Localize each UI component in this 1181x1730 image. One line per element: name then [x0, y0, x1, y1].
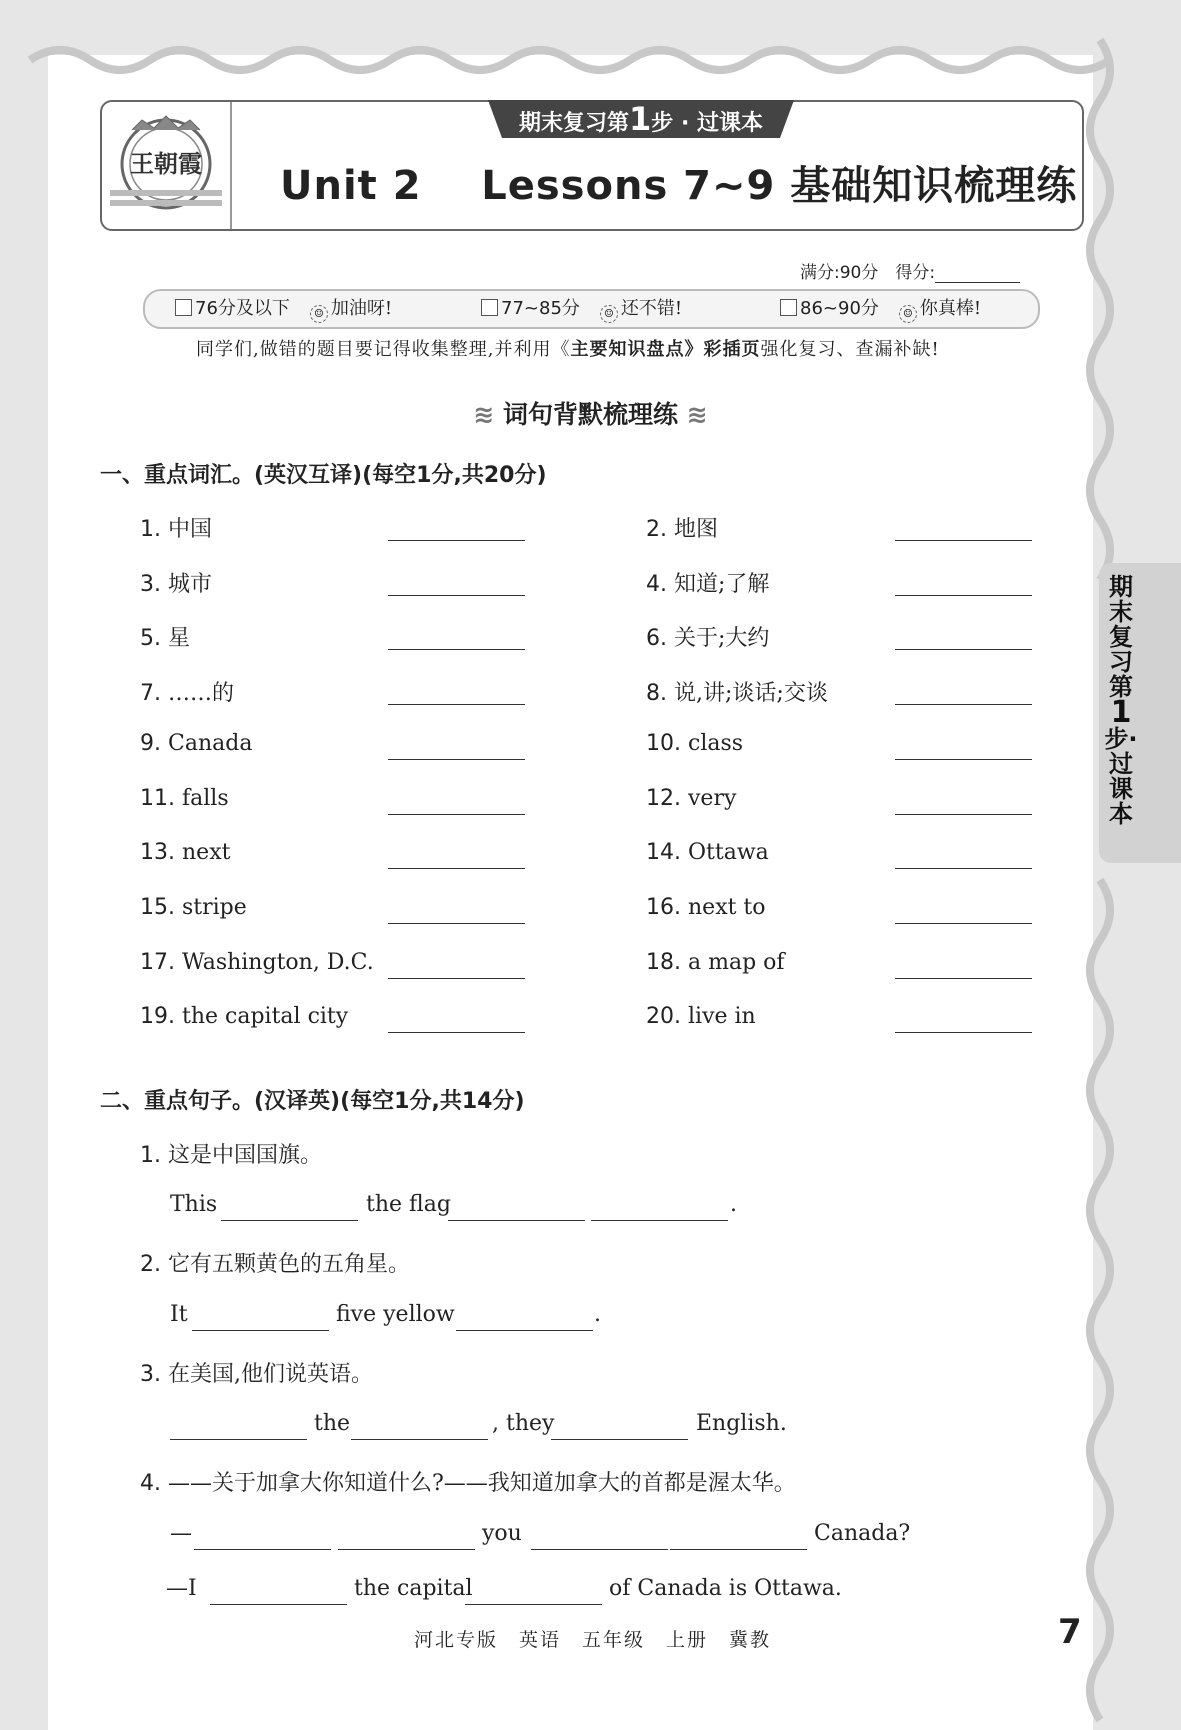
page-number: 7	[1058, 1612, 1082, 1652]
q3-word: , they	[492, 1411, 555, 1436]
answer-blank[interactable]	[895, 595, 1032, 596]
answer-blank[interactable]	[895, 704, 1032, 705]
answer-blank[interactable]	[194, 1523, 331, 1550]
question-1: 1. 这是中国国旗。	[140, 1143, 323, 1168]
vocab-item: 7. ……的	[140, 681, 235, 707]
vocab-item: 15. stripe	[140, 894, 247, 920]
q4-dash: —	[170, 1521, 192, 1546]
checkbox[interactable]	[481, 299, 498, 316]
section-title: ≋ 词句背默梳理练 ≋	[473, 400, 708, 429]
answer-blank[interactable]	[895, 649, 1032, 650]
vocab-item: 13. next	[140, 840, 231, 866]
question-4: 4. ——关于加拿大你知道什么?——我知道加拿大的首都是渥太华。	[140, 1471, 796, 1496]
answer-blank[interactable]	[670, 1523, 807, 1550]
answer-blank[interactable]	[388, 814, 525, 815]
answer-blank[interactable]	[338, 1523, 475, 1550]
answer-blank[interactable]	[388, 595, 525, 596]
logo-seal-icon	[102, 102, 230, 229]
vocab-item: 16. next to	[646, 894, 766, 920]
got-score-label: 得分:	[895, 263, 936, 283]
header-box	[100, 100, 1084, 231]
rating-option[interactable]: 77~85分 ☺ 还不错!	[481, 291, 682, 327]
answer-blank[interactable]	[895, 759, 1032, 760]
vocab-item: 3. 城市	[140, 571, 213, 597]
vocab-item: 20. live in	[646, 1004, 756, 1030]
answer-blank[interactable]	[221, 1194, 358, 1221]
q1-word: .	[730, 1192, 737, 1217]
question-3: 3. 在美国,他们说英语。	[140, 1362, 373, 1387]
q3-word: the	[314, 1411, 351, 1436]
answer-blank[interactable]	[388, 1032, 525, 1033]
answer-blank[interactable]	[591, 1194, 728, 1221]
q4-word: the capital	[354, 1576, 473, 1601]
notice-text: 同学们,做错的题目要记得收集整理,并利用《主要知识盘点》彩插页强化复习、查漏补缺!	[196, 339, 940, 360]
side-tab-text: 期末复习第1步·过课本	[1104, 573, 1138, 828]
rating-bar	[143, 289, 1040, 329]
vocab-item: 11. falls	[140, 785, 229, 811]
vocab-item: 6. 关于;大约	[646, 626, 770, 652]
vocab-item: 17. Washington, D.C.	[140, 949, 374, 975]
q3-word: English.	[696, 1411, 787, 1436]
checkbox[interactable]	[175, 299, 192, 316]
answer-blank[interactable]	[895, 1032, 1032, 1033]
part1-heading: 一、重点词汇。(英汉互译)(每空1分,共20分)	[100, 463, 547, 488]
part2-heading: 二、重点句子。(汉译英)(每空1分,共14分)	[100, 1089, 525, 1114]
got-score-blank[interactable]	[935, 264, 1020, 283]
svg-text:王朝霞: 王朝霞	[130, 149, 202, 178]
rating-option[interactable]: 86~90分 ☺ 你真棒!	[780, 291, 981, 327]
q1-word: This	[170, 1192, 218, 1217]
smiley-icon: ☺	[600, 305, 618, 323]
full-score: 满分:90分	[800, 263, 879, 283]
checkbox[interactable]	[780, 299, 797, 316]
answer-blank[interactable]	[388, 923, 525, 924]
wave-icon: ≋	[678, 400, 708, 429]
vocab-item: 19. the capital city	[140, 1004, 349, 1030]
q4-word: you	[482, 1521, 522, 1546]
answer-blank[interactable]	[895, 978, 1032, 979]
q1-word: the flag	[366, 1192, 451, 1217]
answer-blank[interactable]	[465, 1578, 602, 1605]
step-banner-text: 期末复习第1步 · 过课本	[519, 100, 763, 138]
answer-blank[interactable]	[210, 1578, 347, 1605]
q2-word: five yellow	[336, 1302, 455, 1327]
answer-blank[interactable]	[388, 704, 525, 705]
footer: 河北专版 英语 五年级 上册 冀教	[414, 1629, 772, 1651]
vocab-item: 9. Canada	[140, 730, 253, 756]
vocab-item: 8. 说,讲;谈话;交谈	[646, 681, 828, 707]
q2-word: .	[594, 1302, 601, 1327]
vocab-item: 4. 知道;了解	[646, 571, 770, 597]
answer-blank[interactable]	[895, 868, 1032, 869]
q4-word: of Canada is Ottawa.	[609, 1576, 842, 1601]
q4-word: —I	[166, 1576, 197, 1601]
wave-icon: ≋	[473, 400, 503, 429]
vocab-item: 2. 地图	[646, 517, 719, 542]
answer-blank[interactable]	[388, 978, 525, 979]
answer-blank[interactable]	[895, 814, 1032, 815]
score-line	[800, 258, 1020, 283]
answer-blank[interactable]	[388, 540, 525, 541]
answer-blank[interactable]	[895, 540, 1032, 541]
step-banner	[488, 100, 794, 140]
question-2: 2. 它有五颗黄色的五角星。	[140, 1252, 411, 1277]
q2-word: It	[170, 1302, 188, 1327]
answer-blank[interactable]	[388, 759, 525, 760]
vocab-item: 18. a map of	[646, 949, 785, 975]
smiley-icon: ☺	[310, 305, 328, 323]
answer-blank[interactable]	[531, 1523, 668, 1550]
logo	[102, 102, 232, 229]
vocab-item: 12. very	[646, 785, 737, 811]
smiley-icon: ☺	[899, 305, 917, 323]
page-title: Unit 2 Lessons 7~9 基础知识梳理练	[280, 163, 1078, 209]
answer-blank[interactable]	[895, 923, 1032, 924]
vocab-item: 5. 星	[140, 626, 191, 652]
answer-blank[interactable]	[192, 1304, 329, 1331]
answer-blank[interactable]	[388, 868, 525, 869]
answer-blank[interactable]	[351, 1413, 488, 1440]
vocab-item: 14. Ottawa	[646, 840, 769, 866]
q4-word: Canada?	[814, 1521, 911, 1546]
vocab-item: 10. class	[646, 730, 744, 756]
answer-blank[interactable]	[448, 1194, 585, 1221]
answer-blank[interactable]	[456, 1304, 593, 1331]
answer-blank[interactable]	[551, 1413, 688, 1440]
vocab-item: 1. 中国	[140, 517, 213, 542]
rating-option[interactable]: 76分及以下 ☺ 加油呀!	[175, 291, 392, 327]
answer-blank[interactable]	[170, 1413, 307, 1440]
answer-blank[interactable]	[388, 649, 525, 650]
